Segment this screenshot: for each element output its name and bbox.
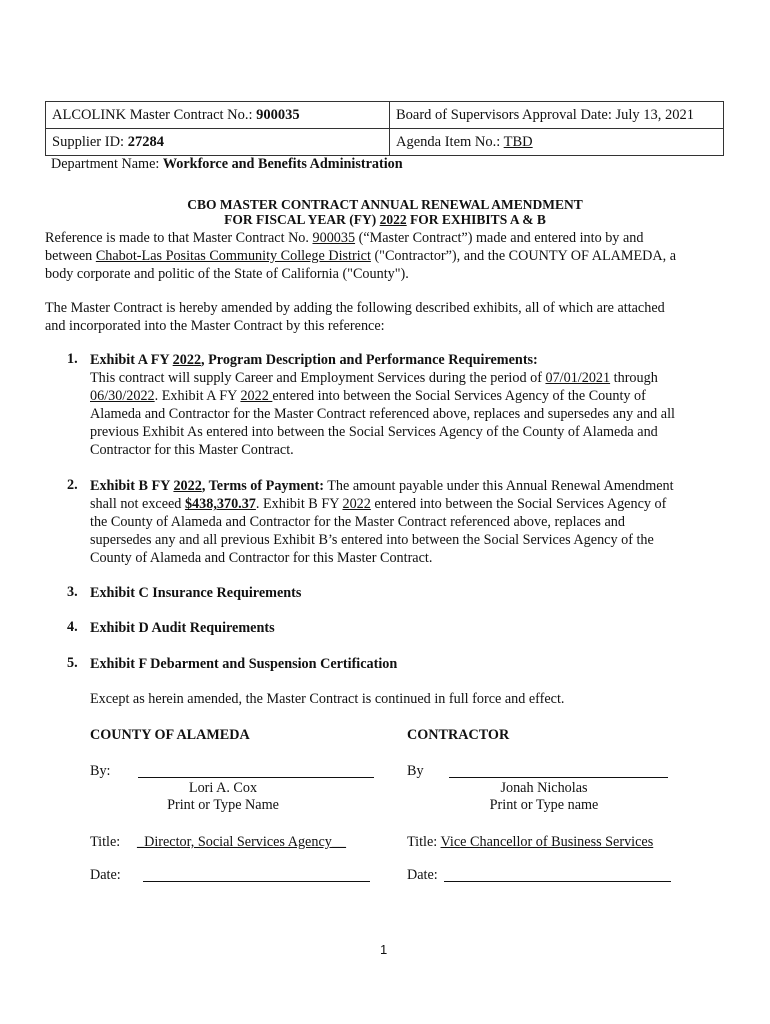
item-number: 4. [67, 619, 78, 635]
department-name: Department Name: Workforce and Benefits Administration [51, 156, 403, 172]
contractor-name: Chabot-Las Positas Community College District [95, 248, 371, 264]
contractor-signer-name: Jonah Nicholas [500, 780, 588, 796]
contract-header-table [45, 101, 724, 156]
county-title-label: Title: [90, 834, 121, 850]
supplier-id-cell: Supplier ID: 27284 [46, 129, 390, 156]
contractor-by-label: By [407, 763, 424, 779]
document-title-line1: CBO MASTER CONTRACT ANNUAL RENEWAL AMENDMENT [187, 197, 583, 212]
supplier-id: 27284 [127, 133, 164, 150]
contractor-heading: CONTRACTOR [407, 727, 510, 743]
county-title-value: _Director, Social Services Agency__ [137, 834, 347, 850]
exhibit-c-item: Exhibit C Insurance Requirements [90, 585, 302, 601]
approval-date-cell: Board of Supervisors Approval Date: July 13, 2021 [390, 102, 724, 129]
contractor-title-value: Vice Chancellor of Business Services [440, 834, 654, 850]
county-signer-name: Lori A. Cox [188, 780, 258, 796]
county-date-label: Date: [90, 867, 121, 883]
exhibit-f-item: Exhibit F Debarment and Suspension Certification [90, 656, 398, 672]
exhibit-a-item: Exhibit A FY 2022, Program Description and Performance Requirements: This contract will supply Career and Employment Services during the period of 07/01/2021 through 06/30/2022. Exhibit A FY 2022 entered into between the Social Services Agency of the County of Alameda and Contractor for the Master Contract referenced above, replaces and supersedes any and all previous Exhibit As entered into between the Social Services Agency of the County of Alameda and Contractor for this Master Contract. [90, 352, 675, 458]
payment-amount: $438,370.37 [184, 496, 256, 512]
contractor-date-line[interactable] [444, 867, 671, 887]
contract-number-cell: ALCOLINK Master Contract No.: 900035 [46, 102, 390, 129]
contractor-date-label: Date: [407, 867, 438, 883]
county-print-label: Print or Type Name [167, 797, 279, 813]
closing-statement: Except as herein amended, the Master Contract is continued in full force and effect. [90, 691, 565, 707]
item-number: 1. [67, 351, 78, 367]
exhibit-d-item: Exhibit D Audit Requirements [90, 620, 275, 636]
county-date-line[interactable] [143, 867, 370, 887]
item-number: 5. [67, 655, 78, 671]
document-title-line2: FOR FISCAL YEAR (FY) 2022 FOR EXHIBITS A & B [224, 212, 546, 227]
page-number: 1 [380, 942, 388, 957]
contractor-print-label: Print or Type name [489, 797, 599, 813]
reference-paragraph: Reference is made to that Master Contract No. 900035 (“Master Contract”) made and entered into by and between Chabot-Las Positas Community College District ("Contractor”), and the COUNTY OF ALAMEDA, a body corporate and politic of the State of California ("County"). [45, 230, 677, 282]
item-number: 2. [67, 477, 78, 493]
agenda-item-cell: Agenda Item No.: TBD [390, 129, 724, 156]
contract-number: 900035 [256, 106, 300, 123]
county-heading: COUNTY OF ALAMEDA [90, 727, 250, 743]
item-number: 3. [67, 584, 78, 600]
county-by-label: By: [90, 763, 111, 779]
contractor-title-field: Title: Vice Chancellor of Business Services [407, 834, 654, 850]
amendment-paragraph: The Master Contract is hereby amended by adding the following described exhibits, all of which are attached and incorporated into the Master Contract by this reference: [45, 300, 665, 334]
agenda-item-value: TBD [503, 133, 533, 150]
exhibit-b-item: Exhibit B FY 2022, Terms of Payment: The amount payable under this Annual Renewal Amendment shall not exceed $438,370.37. Exhibit B FY 2022 entered into between the Social Services Agency of the County of Alameda and Contractor for the Master Contract referenced above, replaces and supersedes any and all previous Exhibit B’s entered into between the Social Services Agency of the County of Alameda and Contractor for this Master Contract. [90, 478, 674, 566]
